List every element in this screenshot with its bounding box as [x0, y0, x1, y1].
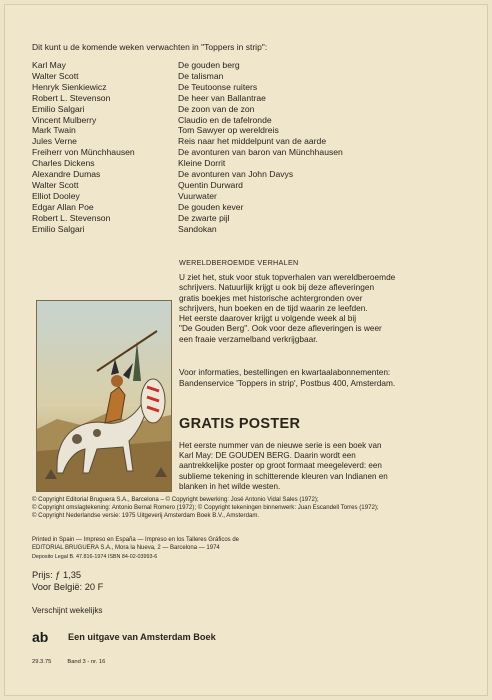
book-title: Tom Sawyer op wereldreis: [178, 125, 279, 136]
band-number: Band 3 - nr. 16: [67, 659, 106, 665]
book-row: [32, 147, 343, 158]
poster-line: aantrekkelijke poster op groot formaat meegeleverd: een: [179, 461, 382, 471]
svg-text:ab: ab: [32, 630, 49, 644]
price-netherlands: Prijs: ƒ 1,35: [32, 570, 82, 580]
book-title: De Teutoonse ruiters: [178, 81, 258, 92]
book-row: [32, 202, 343, 213]
poster-title: GRATIS POSTER: [179, 416, 301, 432]
price-block: [32, 570, 103, 593]
footer: [32, 659, 105, 665]
book-title: De gouden berg: [178, 60, 240, 70]
book-title: Sandokan: [178, 223, 217, 234]
section-line: "De Gouden Berg". Ook voor deze afleveringen is weer: [179, 323, 382, 334]
book-author: Walter Scott: [32, 70, 79, 81]
book-author: Emilio Salgari: [32, 223, 85, 234]
back-cover-page: [4, 4, 488, 696]
book-row: [32, 71, 343, 82]
book-title: De zwarte pijl: [178, 212, 230, 223]
poster-line: blanken in het wilde westen.: [179, 481, 281, 491]
printing-block: [32, 536, 239, 561]
book-title: De gouden kever: [178, 201, 244, 212]
copyright-line: © Copyright omslagtekening: Antonio Bernal Romero (1972); © Copyright tekeningen binnenwerk: Juan Escandell Torres (1972);: [32, 504, 379, 512]
book-list: [32, 60, 343, 235]
section-line: gratis boekjes met historische achtergronden over: [179, 292, 363, 303]
section-line: U ziet het, stuk voor stuk topverhalen van wereldberoemde: [179, 272, 396, 282]
book-title: Claudio en de tafelronde: [178, 114, 272, 125]
book-author: Freiherr von Münchhausen: [32, 147, 135, 158]
book-title: De zoon van de zon: [178, 103, 255, 114]
book-title: Quentin Durward: [178, 179, 243, 190]
deposit-line: Deposito Legal B. 47.816-1974 ISBN 84-02-03993-6: [32, 553, 158, 560]
info-block: [179, 367, 469, 388]
book-author: Robert L. Stevenson: [32, 212, 111, 223]
copyright-line: © Copyright Editorial Bruguera S.A., Barcelona – © Copyright bewerking: José Antonio Vidal Sales (1972);: [32, 496, 319, 503]
book-row: [32, 115, 343, 126]
book-author: Vincent Mulberry: [32, 114, 97, 125]
poster-line: Het eerste nummer van de nieuwe serie is een boek van: [179, 441, 382, 450]
copyright-block: [32, 496, 472, 521]
book-row: [32, 125, 343, 136]
info-line: Voor informaties, bestellingen en kwartaalabonnementen:: [179, 367, 391, 377]
book-title: De avonturen van John Davys: [178, 169, 294, 180]
book-row: [32, 224, 343, 235]
book-row: [32, 213, 343, 224]
book-row: [32, 169, 343, 180]
book-row: [32, 180, 343, 191]
book-title: Reis naar het middelpunt van de aarde: [178, 136, 327, 147]
printing-line: EDITORIAL BRUGUERA S.A., Mora la Nueva, 2 — Barcelona — 1974: [32, 545, 220, 552]
book-row: [32, 104, 343, 115]
section-line: een fraaie verzamelband verkrijgbaar.: [179, 333, 318, 344]
book-author: Alexandre Dumas: [32, 169, 101, 180]
book-author: Charles Dickens: [32, 158, 95, 169]
poster-body: [179, 441, 457, 492]
book-title: De heer van Ballantrae: [178, 92, 266, 103]
section-body: [179, 272, 454, 344]
book-author: Emilio Salgari: [32, 103, 85, 114]
printing-line: Printed in Spain — Impreso en España — Impreso en los Talleres Gráficos de: [32, 537, 239, 543]
poster-line: Karl May: DE GOUDEN BERG. Daarin wordt een: [179, 451, 356, 461]
book-author: Karl May: [32, 60, 66, 70]
intro-text: Dit kunt u de komende weken verwachten in "Toppers in strip":: [32, 42, 268, 52]
book-row: [32, 191, 343, 202]
book-author: Jules Verne: [32, 136, 77, 147]
book-row: [32, 82, 343, 93]
publisher-text: Een uitgave van Amsterdam Boek: [68, 632, 216, 642]
poster-line: sublieme tekening in schitterende kleuren van Indianen en: [179, 471, 388, 481]
publisher-logo: [32, 630, 62, 644]
book-title: De talisman: [178, 70, 224, 81]
cover-illustration: [36, 300, 172, 492]
info-line: Bandenservice 'Toppers in strip', Postbus 400, Amsterdam.: [179, 377, 396, 388]
book-author: Mark Twain: [32, 125, 76, 136]
weekly-note: Verschijnt wekelijks: [32, 606, 103, 615]
publisher-line: [32, 630, 216, 644]
section-label: WERELDBEROEMDE VERHALEN: [179, 258, 299, 267]
book-row: [32, 158, 343, 169]
book-author: Robert L. Stevenson: [32, 92, 111, 103]
copyright-line: © Copyright Nederlandse versie: 1975 Uitgeverij Amsterdam Boek B.V., Amsterdam.: [32, 512, 260, 520]
section-line: schrijvers. Natuurlijk krijgt u ook bij deze afleveringen: [179, 282, 375, 293]
book-row: [32, 136, 343, 147]
book-author: Henryk Sienkiewicz: [32, 81, 107, 92]
book-author: Elliot Dooley: [32, 190, 80, 201]
book-row: [32, 93, 343, 104]
book-author: Edgar Allan Poe: [32, 201, 94, 212]
book-title: Vuurwater: [178, 190, 217, 201]
issue-date: 29.3.75: [32, 659, 52, 665]
price-belgium: Voor België: 20 F: [32, 581, 104, 592]
book-title: De avonturen van baron van Münchhausen: [178, 147, 343, 158]
book-author: Walter Scott: [32, 179, 79, 190]
book-row: [32, 60, 343, 71]
section-line: Het eerste daarover krijgt u volgende week al bij: [179, 313, 357, 324]
book-title: Kleine Dorrit: [178, 158, 226, 169]
section-line: schrijvers, hun boeken en de tijd waarin ze leefden.: [179, 302, 368, 313]
